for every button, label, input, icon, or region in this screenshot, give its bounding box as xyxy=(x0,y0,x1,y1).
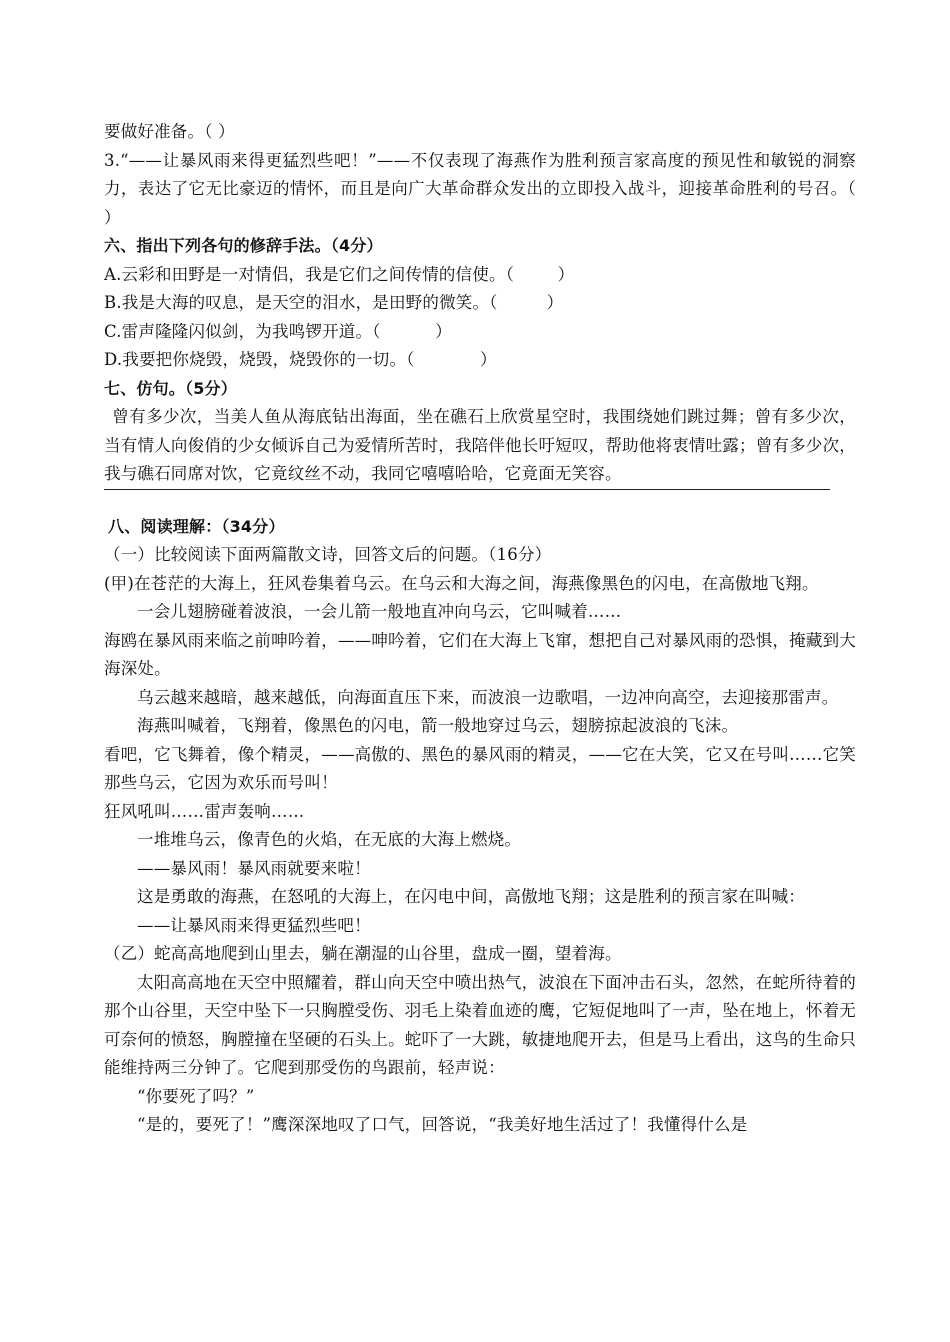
q7-passage: 曾有多少次，当美人鱼从海底钻出海面，坐在礁石上欣赏星空时，我围绕她们跳过舞；曾有多少次，当有情人向俊俏的少女倾诉自己为爱情所苦时，我陪伴他长吁短叹，帮助他将衷情吐露；曾有多少次，我与礁石同席对饮，它竟纹丝不动，我同它嘻嘻哈哈，它竟面无笑容。 xyxy=(104,407,856,483)
passage-jia-paragraph: ——让暴风雨来得更猛烈些吧！ xyxy=(137,915,371,935)
passage-jia-paragraph: 海燕叫喊着，飞翔着，像黑色的闪电，箭一般地穿过乌云，翅膀掠起波浪的飞沫。 xyxy=(137,716,739,735)
q7-heading: 七、仿句。（5分） xyxy=(104,378,237,398)
q5-continuation-line: 要做好准备。（ ） xyxy=(104,122,235,141)
q6-item-d: D.我要把你烧毁，烧毁，烧毁你的一切。（ ） xyxy=(104,350,497,369)
q5-item-3: 3.“——让暴风雨来得更猛烈些吧！”——不仅表现了海燕作为胜利预言家高度的预见性和敏锐的洞察力，表达了它无比豪迈的情怀，而且是向广大革命群众发出的立即投入战斗，迎接革命胜利的号召。（ ） xyxy=(104,150,856,227)
q7-answer-area xyxy=(104,489,856,505)
passage-jia-paragraph: 海鸥在暴风雨来临之前呻吟着，——呻吟着，它们在大海上飞窜，想把自己对暴风雨的恐惧，掩藏到大海深处。 xyxy=(104,630,856,678)
passage-yi-paragraph: （乙）蛇高高地爬到山里去，躺在潮湿的山谷里，盘成一圈，望着海。 xyxy=(104,944,622,963)
q6-item-c: C.雷声隆隆闪似剑，为我鸣锣开道。（ ） xyxy=(104,321,452,341)
passage-jia-paragraph: 一堆堆乌云，像青色的火焰，在无底的大海上燃烧。 xyxy=(137,830,522,849)
q6-item-a: A.云彩和田野是一对情侣，我是它们之间传情的信使。（ ） xyxy=(104,264,575,284)
passage-jia-paragraph: 这是勇敢的海燕，在怒吼的大海上，在闪电中间，高傲地飞翔；这是胜利的预言家在叫喊： xyxy=(137,887,805,906)
document-page xyxy=(104,118,856,1140)
q8-part1-intro: （一）比较阅读下面两篇散文诗，回答文后的问题。（16分） xyxy=(104,545,552,564)
q8-heading: 八、阅读理解：（34分） xyxy=(108,516,285,536)
passage-yi-paragraph: “是的，要死了！”鹰深深地叹了口气，回答说，“我美好地生活过了！我懂得什么是 xyxy=(137,1115,748,1134)
passage-jia-paragraph: 一会儿翅膀碰着波浪，一会儿箭一般地直冲向乌云，它叫喊着…… xyxy=(137,602,622,621)
passage-yi-paragraph: 太阳高高地在天空中照耀着，群山向天空中喷出热气，波浪在下面冲击石头，忽然，在蛇所待着的那个山谷里，天空中坠下一只胸膛受伤、羽毛上染着血迹的鹰，它短促地叫了一声，坠在地上，怀着无可奈何的愤怒，胸膛撞在坚硬的石头上。蛇吓了一大跳，敏捷地爬开去，但是马上看出，这鸟的生命只能维持两三分钟了。它爬到那受伤的鸟跟前，轻声说： xyxy=(104,972,856,1077)
answer-line xyxy=(104,489,830,490)
q6-heading: 六、指出下列各句的修辞手法。（4分） xyxy=(104,236,383,255)
passage-yi-paragraph: “你要死了吗？” xyxy=(137,1086,255,1106)
q6-item-b: B.我是大海的叹息，是天空的泪水，是田野的微笑。（ ） xyxy=(104,293,564,312)
passage-jia-paragraph: 乌云越来越暗，越来越低，向海面直压下来，而波浪一边歌唱，一边冲向高空，去迎接那雷声。 xyxy=(137,687,839,707)
passage-jia-paragraph: (甲)在苍茫的大海上，狂风卷集着乌云。在乌云和大海之间，海燕像黑色的闪电，在高傲地飞翔。 xyxy=(104,573,819,593)
passage-jia-paragraph: 看吧，它飞舞着，像个精灵，——高傲的、黑色的暴风雨的精灵，——它在大笑，它又在号叫……它笑那些乌云，它因为欢乐而号叫！ xyxy=(104,744,856,792)
passage-jia-paragraph: ——暴风雨！暴风雨就要来啦！ xyxy=(137,858,371,878)
passage-jia-paragraph: 狂风吼叫……雷声轰响…… xyxy=(104,801,305,821)
